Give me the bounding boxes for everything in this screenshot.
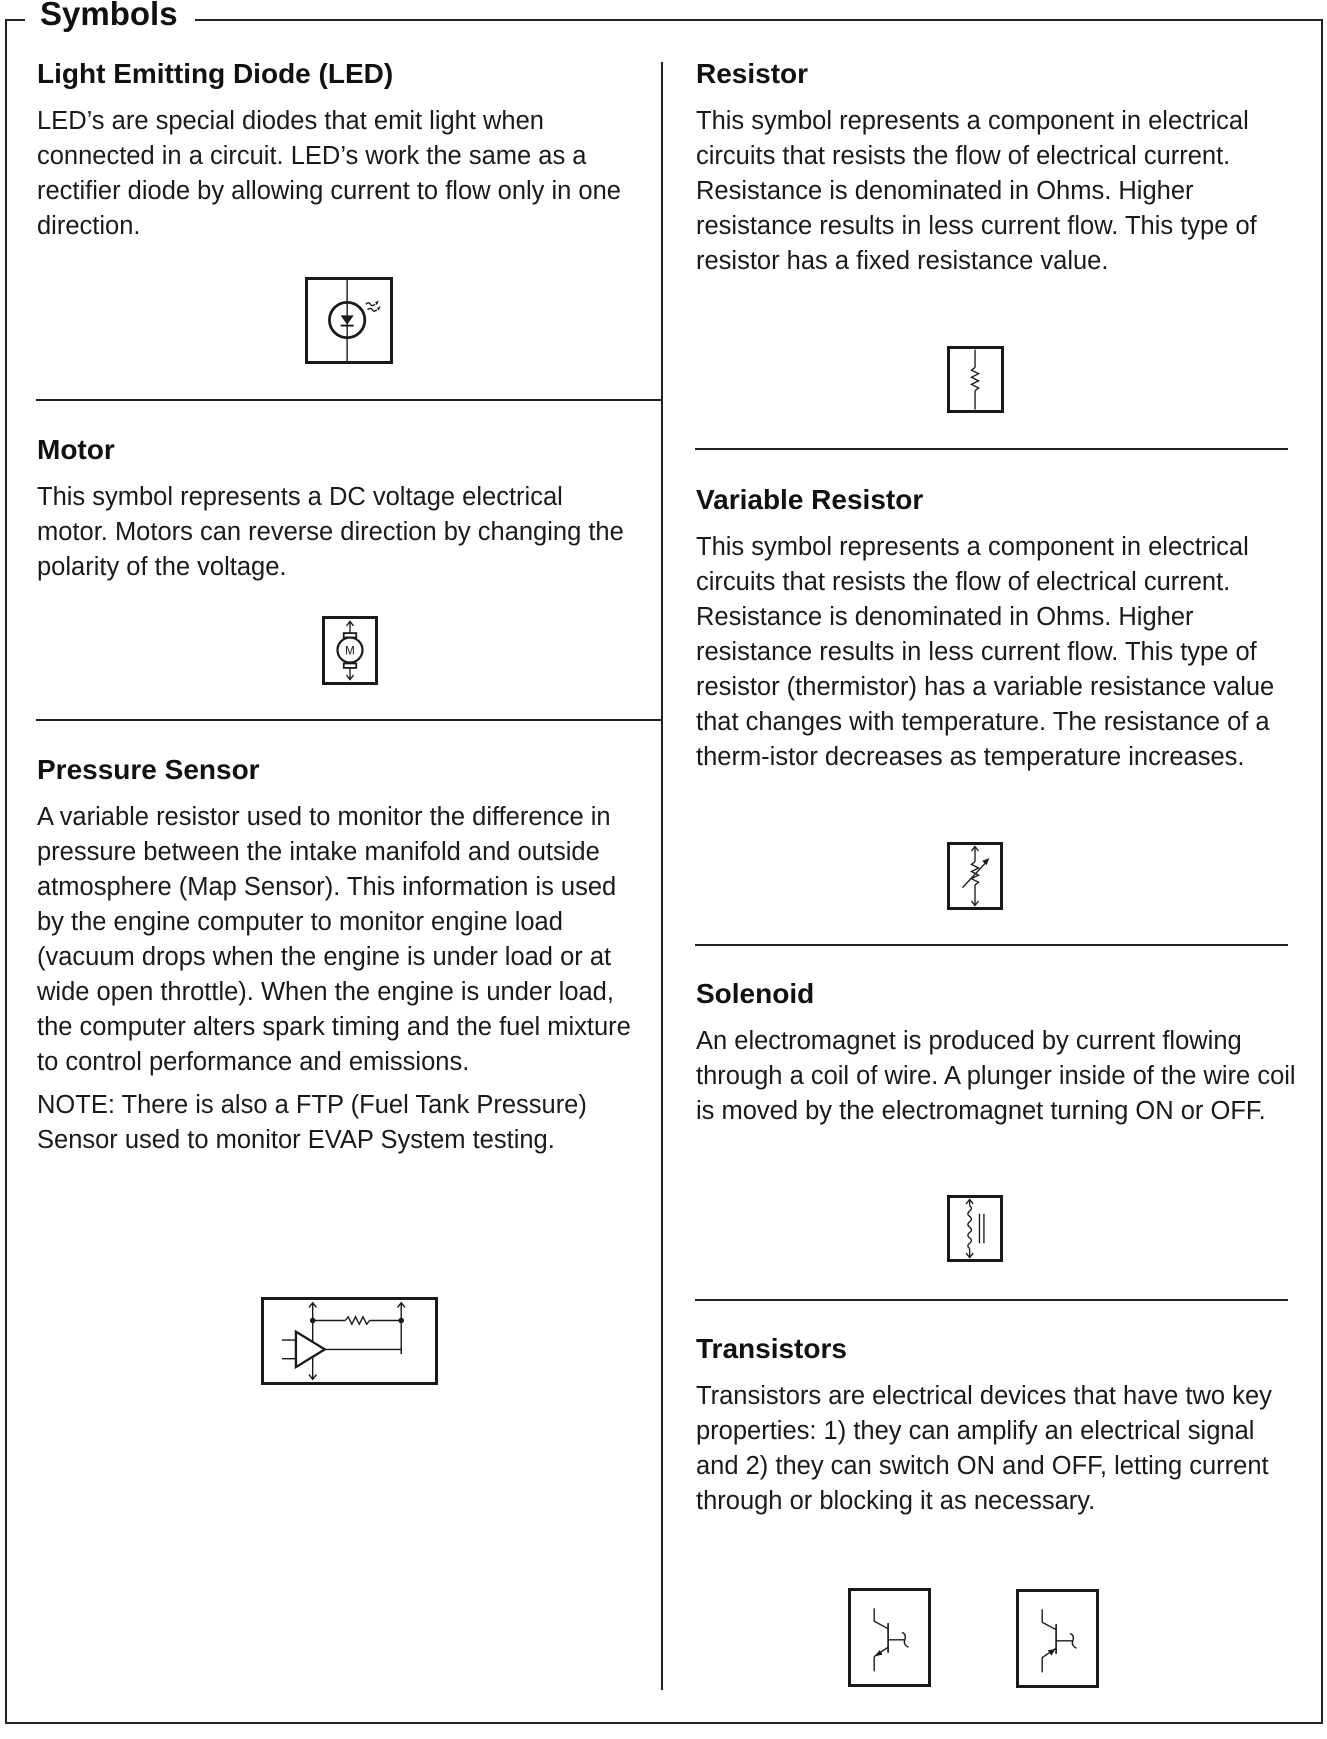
section-body-transistors — [696, 1379, 1296, 1527]
pressure-sensor-note: NOTE: There is also a FTP (Fuel Tank Pressure) Sensor used to monitor EVAP System testing. — [37, 1091, 587, 1154]
variable-resistor-symbol-icon — [947, 842, 1003, 910]
divider-variable-solenoid — [695, 944, 1288, 946]
section-body-pressure-sensor — [37, 800, 637, 1166]
divider-resistor-variable — [695, 448, 1288, 450]
frame-left — [5, 19, 7, 1724]
led-description: LED’s are special diodes that emit light when connected in a circuit. LED’s work the same as a rectifier diode by allowing current to flow only in one direction. — [37, 107, 621, 240]
section-body-variable-resistor — [696, 530, 1296, 783]
pressure-sensor-description: A variable resistor used to monitor the difference in pressure between the intake manifold and outside atmosphere (Map Sensor). This information is used by the engine computer to monitor engine load (vacuum drops when the engine is under load or at wide open throttle). When the engine is under load, the computer alters spark timing and the fuel mixture to control performance and emissions. — [37, 803, 631, 1076]
section-body-motor — [37, 480, 637, 593]
section-title-led: Light Emitting Diode (LED) — [37, 58, 394, 89]
section-title-motor: Motor — [37, 434, 115, 465]
frame-top — [195, 19, 1323, 21]
frame-top-left-segment — [5, 19, 25, 21]
section-title-solenoid: Solenoid — [696, 978, 815, 1009]
divider-motor-pressure — [36, 719, 662, 721]
column-divider — [661, 62, 663, 1690]
solenoid-description: An electromagnet is produced by current flowing through a coil of wire. A plunger inside of the wire coil is moved by the electromagnet turning ON or OFF. — [696, 1027, 1296, 1125]
section-title-resistor: Resistor — [696, 58, 809, 89]
section-body-solenoid — [696, 1024, 1296, 1137]
divider-solenoid-transistors — [695, 1299, 1288, 1301]
led-symbol-icon — [305, 277, 393, 364]
solenoid-symbol-icon — [947, 1195, 1003, 1262]
variable-resistor-description: This symbol represents a component in electrical circuits that resists the flow of electrical current. Resistance is denominated in Ohms. Higher resistance results in less current flow. This type of resistor (thermistor) has a variable resistance value that changes with temperature. The resistance of a therm-istor decreases as temperature increases. — [696, 533, 1275, 771]
section-title-variable-resistor: Variable Resistor — [696, 484, 924, 515]
motor-description: This symbol represents a DC voltage electrical motor. Motors can reverse direction by changing the polarity of the voltage. — [37, 483, 624, 581]
section-body-resistor — [696, 104, 1296, 287]
pressure-sensor-symbol-icon — [261, 1297, 438, 1385]
divider-led-motor — [36, 399, 662, 401]
frame-right — [1321, 19, 1323, 1724]
resistor-symbol-icon — [947, 346, 1004, 413]
motor-symbol-icon — [322, 616, 378, 685]
pnp-transistor-symbol-icon — [1016, 1589, 1099, 1688]
transistors-description: Transistors are electrical devices that have two key properties: 1) they can amplify an electrical signal and 2) they can switch ON and OFF, letting current through or blocking it as necessary. — [696, 1382, 1272, 1515]
page-title: Symbols — [36, 0, 188, 34]
npn-transistor-symbol-icon — [848, 1588, 931, 1687]
resistor-description: This symbol represents a component in electrical circuits that resists the flow of electrical current. Resistance is denominated in Ohms. Higher resistance results in less current flow. This type of resistor has a fixed resistance value. — [696, 107, 1257, 275]
svg-text:M: M — [345, 644, 355, 658]
frame-bottom — [5, 1722, 1323, 1724]
section-title-transistors: Transistors — [696, 1333, 847, 1364]
section-body-led — [37, 104, 637, 252]
section-title-pressure-sensor: Pressure Sensor — [37, 754, 260, 785]
